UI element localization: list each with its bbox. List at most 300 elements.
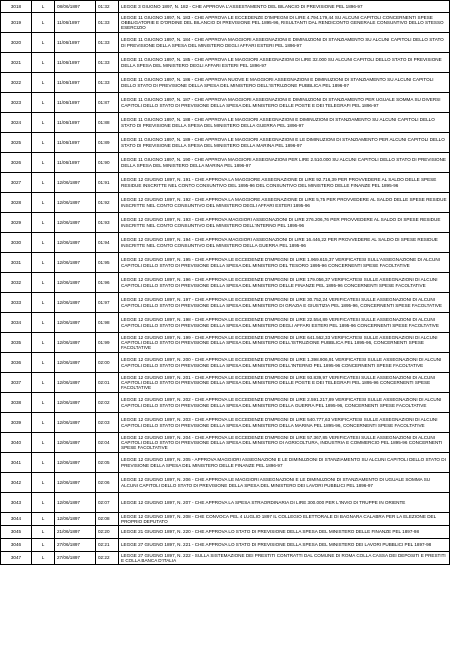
act-description: LEGGE 12 GIUGNO 1897, N. 204 - CHE APPROVA LE ECCEDENZE D'IMPEGNI DI LIRE 57.367,85 VERIFICATESI SULLE ASSEGNAZIONI DI ALCUNI CAPITOLI DELLO STATO DI PREVISIONE DELLA SPESA DEL MINISTERO DI AGRICOLTURA, INDUSTRIA E COMMERCIO PEL 1895-96 CONCERNENTI SPESE FACOLTATIVE (121, 434, 443, 451)
act-type-cell (32, 253, 55, 273)
page-ref-cell (96, 373, 119, 393)
page-ref-cell (96, 233, 119, 253)
act-type: L (41, 379, 45, 385)
page-ref-cell (96, 273, 119, 293)
act-type-cell (32, 552, 55, 565)
law-number: 3033 (10, 299, 22, 305)
table-row (1, 552, 450, 565)
page-ref: 01:96 (98, 279, 110, 285)
act-description-cell (119, 93, 450, 113)
page-ref-cell (96, 393, 119, 413)
act-date-cell (55, 253, 96, 273)
act-description: LEGGE 27 GIUGNO 1897, N. 221 - CHE APPROVA LO STATO DI PREVISIONE DELLA SPESA DEL MINISTERO DEI LAVORI PUBBLICI PEL 1897-98 (121, 542, 432, 548)
table-row (1, 213, 450, 233)
act-date: 11/06/1897 (57, 139, 80, 145)
act-description-cell (119, 153, 450, 173)
page-ref-cell (96, 113, 119, 133)
act-type-cell (32, 13, 55, 33)
page-ref-cell (96, 539, 119, 552)
table-row (1, 433, 450, 453)
page-ref: 01:88 (98, 119, 110, 125)
act-description-cell (119, 133, 450, 153)
law-number: 3019 (10, 19, 22, 25)
act-type: L (41, 3, 45, 9)
act-date-cell (55, 453, 96, 473)
act-description-cell (119, 233, 450, 253)
page-ref-cell (96, 293, 119, 313)
page-ref-cell (96, 453, 119, 473)
act-type-cell (32, 453, 55, 473)
law-number-cell (1, 73, 32, 93)
act-date: 12/06/1897 (57, 459, 80, 465)
law-number: 3039 (10, 419, 22, 425)
law-number: 3018 (10, 3, 22, 9)
table-row (1, 539, 450, 552)
act-date-cell (55, 373, 96, 393)
table-row (1, 33, 450, 53)
table-row (1, 253, 450, 273)
act-date: 12/06/1897 (57, 239, 80, 245)
page-ref-cell (96, 353, 119, 373)
page-ref: 01:89 (98, 139, 110, 145)
act-description-cell (119, 253, 450, 273)
law-number-cell (1, 113, 32, 133)
act-date: 11/06/1897 (57, 79, 80, 85)
act-type: L (41, 459, 45, 465)
act-description: LEGGE 11 GIUGNO 1897, N. 183 - CHE APPROVA LE ECCEDENZE D'IMPEGNI DI LIRE 4.794.179,44 SU ALCUNI CAPITOLI CONCERNENTI SPESE OBBLIGATORIE E D'ORDINE DEL BILANCIO DI PREVISIONE PEL 1895-96, RISULTANTI DAL RENDICONTO GENERALE CONSUNTIVO DELLO STESSO ESERCIZIO (121, 14, 444, 31)
act-type-cell (32, 133, 55, 153)
act-description-cell (119, 333, 450, 353)
act-date-cell (55, 413, 96, 433)
act-description-cell (119, 493, 450, 513)
page-ref-cell (96, 493, 119, 513)
act-type: L (41, 239, 45, 245)
act-type-cell (32, 313, 55, 333)
table-row (1, 233, 450, 253)
law-number: 3041 (10, 459, 22, 465)
law-number-cell (1, 213, 32, 233)
table-row (1, 53, 450, 73)
page-ref: 01:98 (98, 319, 110, 325)
law-number-cell (1, 373, 32, 393)
act-date: 21/06/1897 (57, 529, 80, 535)
law-number-cell (1, 53, 32, 73)
act-description-cell (119, 113, 450, 133)
act-date-cell (55, 173, 96, 193)
law-number: 3032 (10, 279, 22, 285)
law-number: 3034 (10, 319, 22, 325)
page-ref: 02:04 (98, 439, 110, 445)
act-type: L (41, 319, 45, 325)
table-row (1, 153, 450, 173)
act-description: LEGGE 12 GIUGNO 1897, N. 208 - CHE CONVOCA PEL 4 LUGLIO 1897 IL COLLEGIO ELETTORALE DI BAGNARA CALABRA PER LA ELEZIONE DEL PROPRIO DEPUTATO (121, 513, 436, 524)
table-row (1, 293, 450, 313)
act-type-cell (32, 413, 55, 433)
act-description-cell (119, 33, 450, 53)
act-description: LEGGE 3 GIUGNO 1897, N. 182 - CHE APPROVA L'ASSESTAMENTO DEL BILANCIO DI PREVISIONE PEL 1896-97 (121, 3, 363, 9)
act-description: LEGGE 12 GIUGNO 1897, N. 202 - CHE APPROVA LE ECCEDENZE D'IMPEGNI DI LIRE 2.591.217,89 VERIFICATESI SULLE ASSEGNAZIONI DI ALCUNI CAPITOLI DELLO STATO DI PREVISIONE DELLA SPESA DEL MINISTERO DELLA GUERRA PEL 1895-96, CONCERNENTI SPESE FACOLTATIVE (121, 397, 442, 408)
law-number-cell (1, 393, 32, 413)
table-row (1, 453, 450, 473)
act-description-cell (119, 393, 450, 413)
law-number: 3030 (10, 239, 22, 245)
act-type: L (41, 159, 45, 165)
law-number-cell (1, 273, 32, 293)
act-type-cell (32, 93, 55, 113)
act-date: 12/06/1897 (57, 339, 80, 345)
act-date: 12/06/1897 (57, 179, 80, 185)
act-date-cell (55, 53, 96, 73)
act-date-cell (55, 273, 96, 293)
law-number: 3042 (10, 479, 22, 485)
act-description-cell (119, 13, 450, 33)
law-number-cell (1, 253, 32, 273)
act-date: 12/06/1897 (57, 279, 80, 285)
page-ref-cell (96, 33, 119, 53)
act-type: L (41, 39, 45, 45)
act-type-cell (32, 493, 55, 513)
page-ref-cell (96, 53, 119, 73)
page-ref-cell (96, 413, 119, 433)
act-date-cell (55, 1, 96, 13)
page-ref: 02:05 (98, 459, 110, 465)
page-ref-cell (96, 173, 119, 193)
page-ref: 02:00 (98, 359, 110, 365)
act-date-cell (55, 293, 96, 313)
page-ref: 01:95 (98, 259, 110, 265)
act-description: LEGGE 12 GIUGNO 1897, N. 200 - CHE APPROVA LE ECCEDENZE D'IMPEGNI DI LIRE 1.398.906,91 VERIFICATESI SULLE ASSEGNAZIONI DI ALCUNI CAPITOLI DELLO STATO DI PREVISIONE DELLA SPESA DEL MINISTERO DELL'INTERNO PEL 1895-96 CONCERNENTI SPESE FACOLTATIVE (121, 357, 442, 368)
act-type: L (41, 359, 45, 365)
table-row (1, 273, 450, 293)
table-row (1, 353, 450, 373)
law-number-cell (1, 493, 32, 513)
act-description-cell (119, 513, 450, 526)
act-type-cell (32, 193, 55, 213)
act-description: LEGGE 12 GIUGNO 1897, N. 205 - APPROVA MAGGIORI ASSEGNAZIONI E LE DIMINUZIONI DI STANZIAMENTO SU ALCUNI CAPITOLI DELLO STATO DI PREVISIONE DELLA SPESA DEL MINISTERO DELLE FINANZE PEL 1896-97 (121, 457, 446, 468)
act-type: L (41, 479, 45, 485)
page-ref: 01:99 (98, 339, 110, 345)
law-number-cell (1, 1, 32, 13)
act-type-cell (32, 373, 55, 393)
law-number-cell (1, 153, 32, 173)
act-date-cell (55, 153, 96, 173)
act-date-cell (55, 526, 96, 539)
law-number-cell (1, 552, 32, 565)
table-row (1, 13, 450, 33)
act-description: LEGGE 11 GIUGNO 1897, N. 189 - CHE APPROVA LE MAGGIORI ASSEGNAZIONI E LE DIMINUZIONI DI STANZIAMENTO PER ALCUNI CAPITOLI DELLO STATO DI PREVISIONE DELLA SPESA DEL MINISTERO DELLA MARINA PEL 1896-97 (121, 137, 445, 148)
act-date: 08/06/1897 (57, 3, 80, 9)
act-date-cell (55, 393, 96, 413)
act-description: LEGGE 12 GIUGNO 1897, N. 197 - CHE APPROVA LE ECCEDENZE D'IMPEGNI DI LIRE 30.752,24 VERIFICATESI SULLE ASSEGNAZIONI DI ALCUNI CAPITOLI DELLO STATO DI PREVISIONE DELLA SPESA DEL MINISTERO DI GRAZIA E GIUSTIZIA PEL 1895-96, CONCERNENTI SPESE FACOLTATIVE (121, 297, 442, 308)
act-description: LEGGE 12 GIUGNO 1897, N. 199 - CHE APPROVA LE ECCEDENZE D'IMPEGNI DI LIRE 641.562,33 VERIFICATESI SULLE ASSEGNAZIONI DI ALCUNI CAPITOLI DELLO STATO DI PREVISIONE DELLA SPESA DEL MINISTERO DELL'ISTRUZIONE PUBBLICA PEL 1895-96, CONCERNENTI SPESE FACOLTATIVE (121, 334, 438, 351)
act-type-cell (32, 33, 55, 53)
act-type: L (41, 219, 45, 225)
act-date: 11/06/1897 (57, 19, 80, 25)
act-description-cell (119, 213, 450, 233)
act-date-cell (55, 13, 96, 33)
law-number-cell (1, 293, 32, 313)
act-type-cell (32, 293, 55, 313)
act-type: L (41, 179, 45, 185)
act-description: LEGGE 12 GIUGNO 1897, N. 201 - CHE APPROVA LE ECCEDENZE D'IMPEGNI DI LIRE 93.839,97 VERIFICATESI SULLE ASSEGNAZIONI DI ALCUNI CAPITOLI DELLO STATO DI PREVISIONE DELLA SPESA DEL MINISTERO DELLE POSTE E DEI TELEGRAFI PEL 1895-96 CONCERNENTI SPESE FACOLTATIVE (121, 374, 435, 391)
page-ref-cell (96, 333, 119, 353)
act-date-cell (55, 193, 96, 213)
act-description-cell (119, 413, 450, 433)
act-description: LEGGE 12 GIUGNO 1897, N. 207 - CHE APPROVA LA SPESA STRAORDINARIA DI LIRE 300.000 PER L'INVIO DI TRUPPE IN ORIENTE (121, 499, 406, 505)
act-type-cell (32, 173, 55, 193)
act-type-cell (32, 353, 55, 373)
page-ref: 01:94 (98, 239, 110, 245)
law-number-cell (1, 33, 32, 53)
act-date: 12/06/1897 (57, 499, 80, 505)
act-type: L (41, 139, 45, 145)
page-ref: 01:33 (98, 59, 110, 65)
table-row (1, 526, 450, 539)
act-type-cell (32, 73, 55, 93)
act-date-cell (55, 73, 96, 93)
act-date-cell (55, 513, 96, 526)
table-row (1, 193, 450, 213)
act-date: 12/06/1897 (57, 219, 80, 225)
act-type: L (41, 59, 45, 65)
page-ref-cell (96, 213, 119, 233)
act-description: LEGGE 12 GIUGNO 1897, N. 193 - CHE APPROVA MAGGIORI ASSEGNAZIONI DI LIRE 276.206,76 PER PROVVEDERE AL SALDO DI SPESE RESIDUE INSCRITTE NEL CONTO CONSUNTIVO DEL MINISTERO DELL'INTERNO PEL 1895-96 (121, 217, 441, 228)
page-ref-cell (96, 193, 119, 213)
table-row (1, 373, 450, 393)
act-type-cell (32, 433, 55, 453)
act-date: 12/06/1897 (57, 399, 80, 405)
page-ref-cell (96, 526, 119, 539)
page-ref: 02:06 (98, 479, 110, 485)
act-date-cell (55, 313, 96, 333)
act-date: 12/06/1897 (57, 379, 80, 385)
act-description-cell (119, 1, 450, 13)
page-ref: 01:92 (98, 199, 110, 205)
law-number: 3040 (10, 439, 22, 445)
act-date-cell (55, 433, 96, 453)
law-number: 3025 (10, 139, 22, 145)
page-ref-cell (96, 13, 119, 33)
table-row (1, 513, 450, 526)
table-row (1, 473, 450, 493)
act-description-cell (119, 539, 450, 552)
page-ref: 01:33 (98, 79, 110, 85)
page-ref: 02:02 (98, 399, 110, 405)
act-type: L (41, 259, 45, 265)
act-description: LEGGE 12 GIUGNO 1897, N. 191 - CHE APPROVA LA MAGGIORE ASSEGNAZIONE DI LIRE 92.716,39 PER PROVVEDERE AL SALDO DELLE SPESE RESIDUE INSCRITTE NEL CONTO CONSUNTIVO DEL 1895-96 DEL CONSUNTIVO DEL MINISTERO DELLE FINANZE PEL 1895-96 (121, 177, 437, 188)
law-number: 3045 (10, 529, 22, 535)
act-description: LEGGE 11 GIUGNO 1897, N. 188 - CHE APPROVA LE MAGGIORI ASSEGNAZIONI E DIMINUZIONI DI STANZIAMENTO SU ALCUNI CAPITOLI DELLO STATO DI PREVISIONE DELLA SPESA DEL MINISTERO DELLA GUERRA PEL 1896-97 (121, 117, 435, 128)
law-number: 3021 (10, 59, 22, 65)
act-description: LEGGE 11 GIUGNO 1897, N. 190 - CHE APPROVA MAGGIORI ASSEGNAZIONI PER LIRE 2.510.000 SU ALCUNI CAPITOLI DELLO STATO DI PREVISIONE DELLA SPESA DEL MINISTERO DELLA MARINA PEL 1896-97 (121, 157, 446, 168)
act-type-cell (32, 513, 55, 526)
page-ref: 02:01 (98, 379, 110, 385)
act-type: L (41, 19, 45, 25)
table-row (1, 173, 450, 193)
act-description: LEGGE 12 GIUGNO 1897, N. 206 - CHE APPROVA LE MAGGIORI ASSEGNAZIONI E LE DIMINUZIONI DI STANZIAMENTO DI UGUALE SOMMA SU ALCUNI CAPITOLI DELLO STATO DI PREVISIONE DELLA SPESA DEL MINISTERO DEI LAVORI PUBBLICI PEL 1896-97 (121, 477, 431, 488)
act-description-cell (119, 473, 450, 493)
page-ref: 01:90 (98, 159, 110, 165)
act-date: 12/06/1897 (57, 319, 80, 325)
page-ref: 02:03 (98, 419, 110, 425)
law-number: 3035 (10, 339, 22, 345)
law-number: 3036 (10, 359, 22, 365)
law-number-cell (1, 539, 32, 552)
page-ref-cell (96, 253, 119, 273)
table-row (1, 113, 450, 133)
page-ref-cell (96, 513, 119, 526)
page-ref-cell (96, 1, 119, 13)
act-type: L (41, 279, 45, 285)
law-number: 3046 (10, 542, 22, 548)
law-number-cell (1, 233, 32, 253)
act-date-cell (55, 33, 96, 53)
act-description-cell (119, 526, 450, 539)
page-ref-cell (96, 133, 119, 153)
act-date: 12/06/1897 (57, 479, 80, 485)
act-type: L (41, 542, 45, 548)
act-description: LEGGE 12 GIUGNO 1897, N. 192 - CHE APPROVA LA MAGGIORE ASSEGNAZIONE DI LIRE 5,75 PER PROVVEDERE AL SALDO DELLE SPESE RESIDUE INSCRITTE NEL CONTO CONSUNTIVO DEL MINISTERO DEGLI AFFARI ESTERI 1895-96 (121, 197, 447, 208)
act-description-cell (119, 53, 450, 73)
page-ref: 02:08 (98, 516, 110, 522)
law-number-cell (1, 526, 32, 539)
page-ref: 02:21 (98, 542, 110, 548)
act-date: 27/06/1897 (57, 542, 80, 548)
law-number-cell (1, 453, 32, 473)
act-type: L (41, 119, 45, 125)
law-number: 3028 (10, 199, 22, 205)
law-number: 3024 (10, 119, 22, 125)
act-date-cell (55, 552, 96, 565)
act-type-cell (32, 393, 55, 413)
law-number-cell (1, 193, 32, 213)
act-description-cell (119, 353, 450, 373)
table-row (1, 313, 450, 333)
law-number-cell (1, 433, 32, 453)
act-type: L (41, 439, 45, 445)
register-table-body (1, 1, 450, 565)
table-row (1, 493, 450, 513)
act-description-cell (119, 293, 450, 313)
table-row (1, 333, 450, 353)
act-type: L (41, 99, 45, 105)
act-type-cell (32, 113, 55, 133)
act-date-cell (55, 113, 96, 133)
law-number-cell (1, 413, 32, 433)
act-description: LEGGE 11 GIUGNO 1897, N. 185 - CHE APPROVA LE MAGGIORI ASSEGNAZIONI DI LIRE 32.000 SU ALCUNI CAPITOLI DELLO STATO DI PREVISIONE DELLA SPESA DEL MINISTERO DEGLI AFFARI ESTERI PEL 1896-97 (121, 57, 442, 68)
act-type: L (41, 339, 45, 345)
law-number-cell (1, 353, 32, 373)
act-date: 12/06/1897 (57, 516, 80, 522)
act-description: LEGGE 11 GIUGNO 1897, N. 186 - CHE APPROVA NUOVE E MAGGIORI ASSEGNAZIONI E DIMINUZIONI DI STANZIAMENTO SU ALCUNI CAPITOLI DELLO STATO DI PREVISIONE DELLA SPESA DEL MINISTERO DELL'ISTRUZIONE PUBBLICA PEL 1896-97 (121, 77, 434, 88)
law-number-cell (1, 473, 32, 493)
act-date-cell (55, 353, 96, 373)
act-type-cell (32, 333, 55, 353)
act-date: 12/06/1897 (57, 299, 80, 305)
act-date-cell (55, 333, 96, 353)
page-ref: 02:20 (98, 529, 110, 535)
act-description-cell (119, 273, 450, 293)
act-description: LEGGE 12 GIUGNO 1897, N. 198 - CHE APPROVA LE ECCEDENZE D'IMPEGNI DI LIRE 22.554,89 VERIFICATESI SULLE ASSEGNAZIONI DI ALCUNI CAPITOLI DELLO STATO DI PREVISIONE DELLA SPESA DEL MINISTERO DEGLI AFFARI ESTERI PEL 1895-96 CONCERNENTI SPESE FACOLTATIVE (121, 317, 439, 328)
act-date-cell (55, 213, 96, 233)
law-number: 3029 (10, 219, 22, 225)
law-number: 3023 (10, 99, 22, 105)
act-description: LEGGE 11 GIUGNO 1897, N. 187 - CHE APPROVA MAGGIORI ASSEGNAZIONI E DIMINUZIONI DI STANZIAMENTO PER UGUALE SOMMA SU DIVERSI CAPITOLI DELLO STATO DI PREVISIONE DELLA SPESA DEL MINISTERO DELLE POSTE E DEI TELEGRAFI PEL 1896-97 (121, 97, 441, 108)
table-row (1, 93, 450, 113)
act-type-cell (32, 53, 55, 73)
law-number-cell (1, 333, 32, 353)
act-type: L (41, 399, 45, 405)
law-number: 3027 (10, 179, 22, 185)
act-type-cell (32, 233, 55, 253)
law-number: 3031 (10, 259, 22, 265)
law-number: 3026 (10, 159, 22, 165)
page-ref-cell (96, 73, 119, 93)
act-date-cell (55, 93, 96, 113)
page-ref-cell (96, 313, 119, 333)
page-ref-cell (96, 93, 119, 113)
law-number: 3043 (10, 499, 22, 505)
act-date: 11/06/1897 (57, 39, 80, 45)
act-type: L (41, 199, 45, 205)
page-ref-cell (96, 433, 119, 453)
law-number-cell (1, 13, 32, 33)
act-date: 27/06/1897 (57, 555, 80, 561)
page-ref-cell (96, 153, 119, 173)
act-description-cell (119, 73, 450, 93)
act-type: L (41, 419, 45, 425)
act-description-cell (119, 193, 450, 213)
act-description-cell (119, 552, 450, 565)
table-row (1, 73, 450, 93)
act-date: 12/06/1897 (57, 419, 80, 425)
law-number-cell (1, 513, 32, 526)
act-description: LEGGE 21 GIUGNO 1897, N. 220 - CHE APPROVA LO STATO DI PREVISIONE DELLA SPESA DEL MINISTERO DELLE FINANZE PEL 1897-98 (121, 529, 420, 535)
act-type-cell (32, 473, 55, 493)
act-date: 12/06/1897 (57, 439, 80, 445)
act-date: 11/06/1897 (57, 119, 80, 125)
act-date: 11/06/1897 (57, 99, 80, 105)
act-description-cell (119, 313, 450, 333)
page-ref: 01:97 (98, 299, 110, 305)
law-number-cell (1, 313, 32, 333)
table-row (1, 133, 450, 153)
act-type: L (41, 555, 45, 561)
act-date: 12/06/1897 (57, 259, 80, 265)
page-ref: 01:33 (98, 39, 110, 45)
act-description-cell (119, 453, 450, 473)
act-description: LEGGE 12 GIUGNO 1897, N. 194 - CHE APPROVA MAGGIORI ASSEGNAZIONI DI LIRE 16.446,22 PER PROVVEDERE AL SALDO DI SPESE RESIDUE INSCRITTE NEL CONTO CONSUNTIVO DEL MINISTERO DELLA GUERRA PEL 1895-96 (121, 237, 438, 248)
table-row (1, 393, 450, 413)
act-date-cell (55, 133, 96, 153)
law-number: 3037 (10, 379, 22, 385)
page-ref: 02:22 (98, 555, 110, 561)
law-number: 3022 (10, 79, 22, 85)
page-ref: 01:91 (98, 179, 110, 185)
law-number: 3044 (10, 516, 22, 522)
act-date: 11/06/1897 (57, 59, 80, 65)
act-date-cell (55, 493, 96, 513)
act-date: 12/06/1897 (57, 199, 80, 205)
act-type-cell (32, 153, 55, 173)
act-date: 12/06/1897 (57, 359, 80, 365)
act-description: LEGGE 12 GIUGNO 1897, N. 203 - CHE APPROVA LE ECCEDENZE D'IMPEGNI DI LIRE 540.777,63 VERIFICATESI SULLE ASSEGNAZIONI DI ALCUNI CAPITOLI DELLO STATO DI PREVISIONE DELLA SPESA DEL MINISTERO DELLA MARINA PEL 1895-96, CONCERNENTI SPESE FACOLTATIVE (121, 417, 438, 428)
law-number: 3020 (10, 39, 22, 45)
act-type: L (41, 529, 45, 535)
page-ref: 01:32 (98, 3, 110, 9)
act-date-cell (55, 233, 96, 253)
act-date-cell (55, 473, 96, 493)
